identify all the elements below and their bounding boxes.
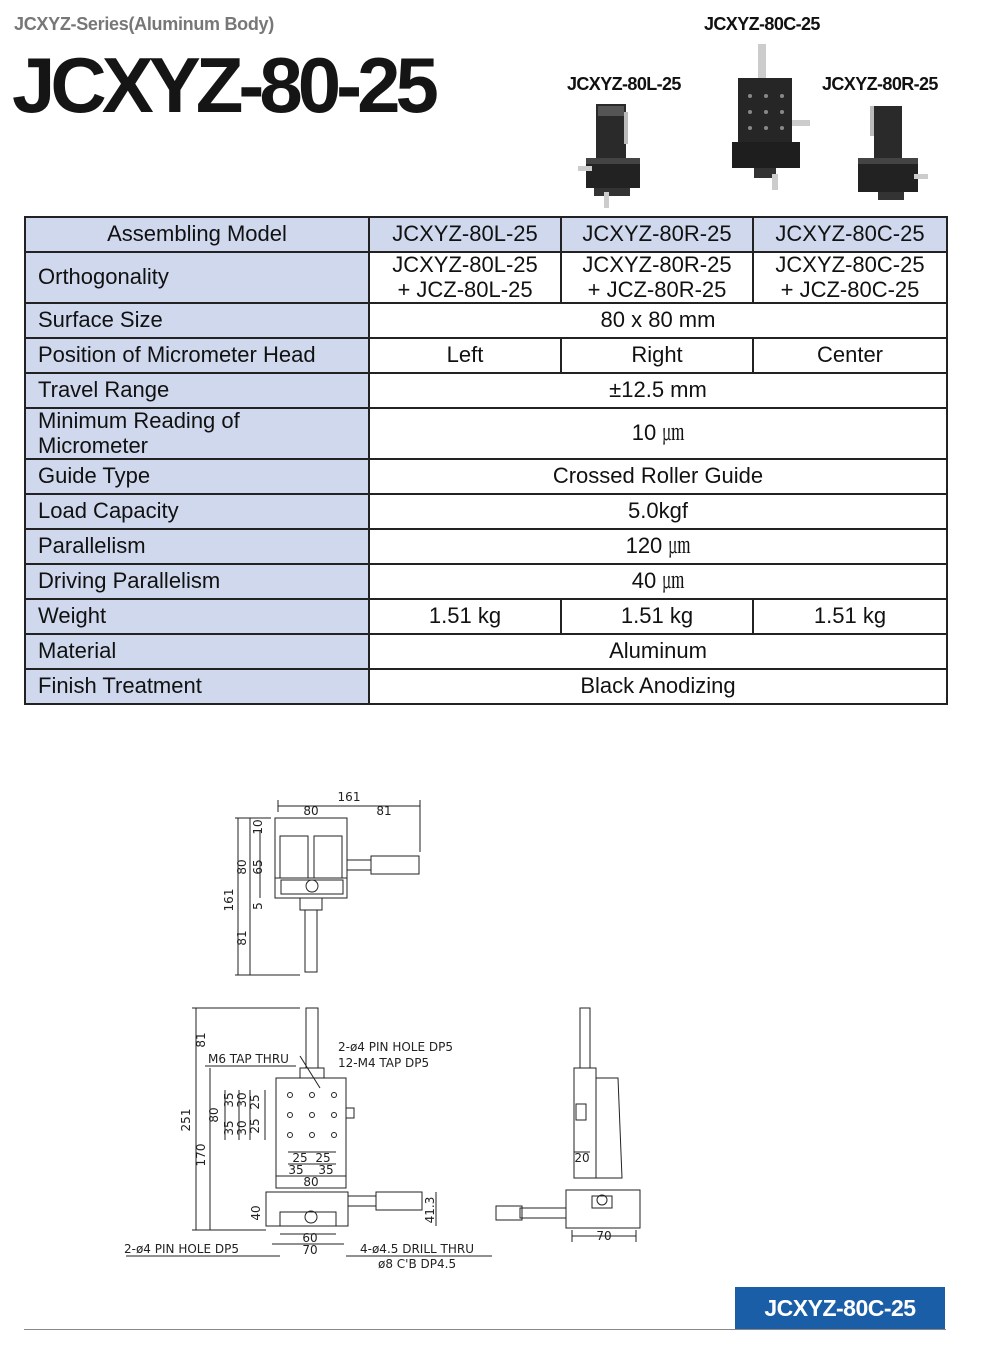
side-view-drawing	[496, 1008, 640, 1242]
tap-m4-note: 12-M4 TAP DP5	[338, 1056, 430, 1070]
material-value: Aluminum	[369, 634, 947, 669]
weight-label: Weight	[25, 599, 369, 634]
parallelism-value: 120 ㎛	[369, 529, 947, 564]
load-capacity-value: 5.0kgf	[369, 494, 947, 529]
micrometer-position-right: Right	[561, 338, 753, 373]
tap-m6-note: M6 TAP THRU	[208, 1052, 289, 1066]
travel-range-label: Travel Range	[25, 373, 369, 408]
min-reading-value: 10 ㎛	[369, 408, 947, 459]
finish-treatment-value: Black Anodizing	[369, 669, 947, 704]
front-dim: 35	[318, 1163, 334, 1177]
orthogonality-label: Orthogonality	[25, 252, 369, 303]
model-col-center: JCXYZ-80C-25	[753, 217, 947, 252]
min-reading-label: Minimum Reading of Micrometer	[25, 408, 369, 459]
front-dim: 251	[179, 1108, 193, 1132]
model-badge: JCXYZ-80C-25	[735, 1287, 945, 1329]
front-dim: 41.3	[423, 1196, 437, 1224]
product-label-right: JCXYZ-80R-25	[822, 74, 938, 94]
side-dim: 70	[596, 1229, 612, 1243]
micrometer-position-center: Center	[753, 338, 947, 373]
front-dim: 25	[248, 1118, 262, 1134]
front-dim: 35	[288, 1163, 304, 1177]
material-label: Material	[25, 634, 369, 669]
top-dim: 81	[235, 930, 249, 946]
orthogonality-center: JCXYZ-80C-25 + JCZ-80C-25	[753, 252, 947, 303]
front-dim: 70	[302, 1243, 318, 1257]
weight-left: 1.51 kg	[369, 599, 561, 634]
weight-right: 1.51 kg	[561, 599, 753, 634]
front-dim: 170	[194, 1143, 208, 1167]
orthogonality-left: JCXYZ-80L-25 + JCZ-80L-25	[369, 252, 561, 303]
product-label-left: JCXYZ-80L-25	[567, 74, 681, 94]
pin-hole-note-top: 2-ø4 PIN HOLE DP5	[338, 1040, 453, 1054]
surface-size-label: Surface Size	[25, 303, 369, 338]
orthogonality-right: JCXYZ-80R-25 + JCZ-80R-25	[561, 252, 753, 303]
top-dim: 161	[337, 790, 361, 804]
front-dim: 30	[235, 1092, 249, 1108]
surface-size-value: 80 x 80 mm	[369, 303, 947, 338]
drill-note-line1: 4-ø4.5 DRILL THRU	[360, 1242, 474, 1256]
model-col-right: JCXYZ-80R-25	[561, 217, 753, 252]
front-dim: 25	[248, 1094, 262, 1110]
top-dim: 10	[251, 819, 265, 835]
guide-type-label: Guide Type	[25, 459, 369, 494]
micrometer-position-label: Position of Micrometer Head	[25, 338, 369, 373]
side-dim: 20	[574, 1151, 590, 1165]
page-title: JCXYZ-80-25	[12, 41, 434, 129]
parallelism-label: Parallelism	[25, 529, 369, 564]
model-col-left: JCXYZ-80L-25	[369, 217, 561, 252]
finish-treatment-label: Finish Treatment	[25, 669, 369, 704]
top-dim: 80	[303, 804, 319, 818]
top-dim: 161	[222, 888, 236, 912]
front-dim: 35	[222, 1092, 236, 1108]
assembling-model-label: Assembling Model	[25, 217, 369, 252]
front-dim: 25	[315, 1151, 331, 1165]
driving-parallelism-value: 40 ㎛	[369, 564, 947, 599]
top-dim: 65	[251, 859, 265, 875]
top-dim: 80	[235, 859, 249, 875]
product-label-center: JCXYZ-80C-25	[704, 14, 820, 34]
footer-divider	[24, 1329, 946, 1330]
front-dim: 80	[207, 1107, 221, 1123]
pin-hole-note-bottom: 2-ø4 PIN HOLE DP5	[124, 1242, 239, 1256]
front-dim: 40	[249, 1205, 263, 1221]
travel-range-value: ±12.5 mm	[369, 373, 947, 408]
top-dim: 81	[376, 804, 392, 818]
front-dim: 35	[222, 1120, 236, 1136]
series-subtitle: JCXYZ-Series(Aluminum Body)	[14, 14, 274, 34]
guide-type-value: Crossed Roller Guide	[369, 459, 947, 494]
front-dim: 60	[302, 1231, 318, 1245]
load-capacity-label: Load Capacity	[25, 494, 369, 529]
weight-center: 1.51 kg	[753, 599, 947, 634]
front-dim: 30	[235, 1120, 249, 1136]
drill-note-line2: ø8 C'B DP4.5	[378, 1257, 457, 1271]
driving-parallelism-label: Driving Parallelism	[25, 564, 369, 599]
micrometer-position-left: Left	[369, 338, 561, 373]
front-dim: 81	[194, 1032, 208, 1048]
front-dim: 80	[303, 1175, 319, 1189]
top-dim: 5	[251, 902, 265, 910]
front-dim: 25	[292, 1151, 308, 1165]
